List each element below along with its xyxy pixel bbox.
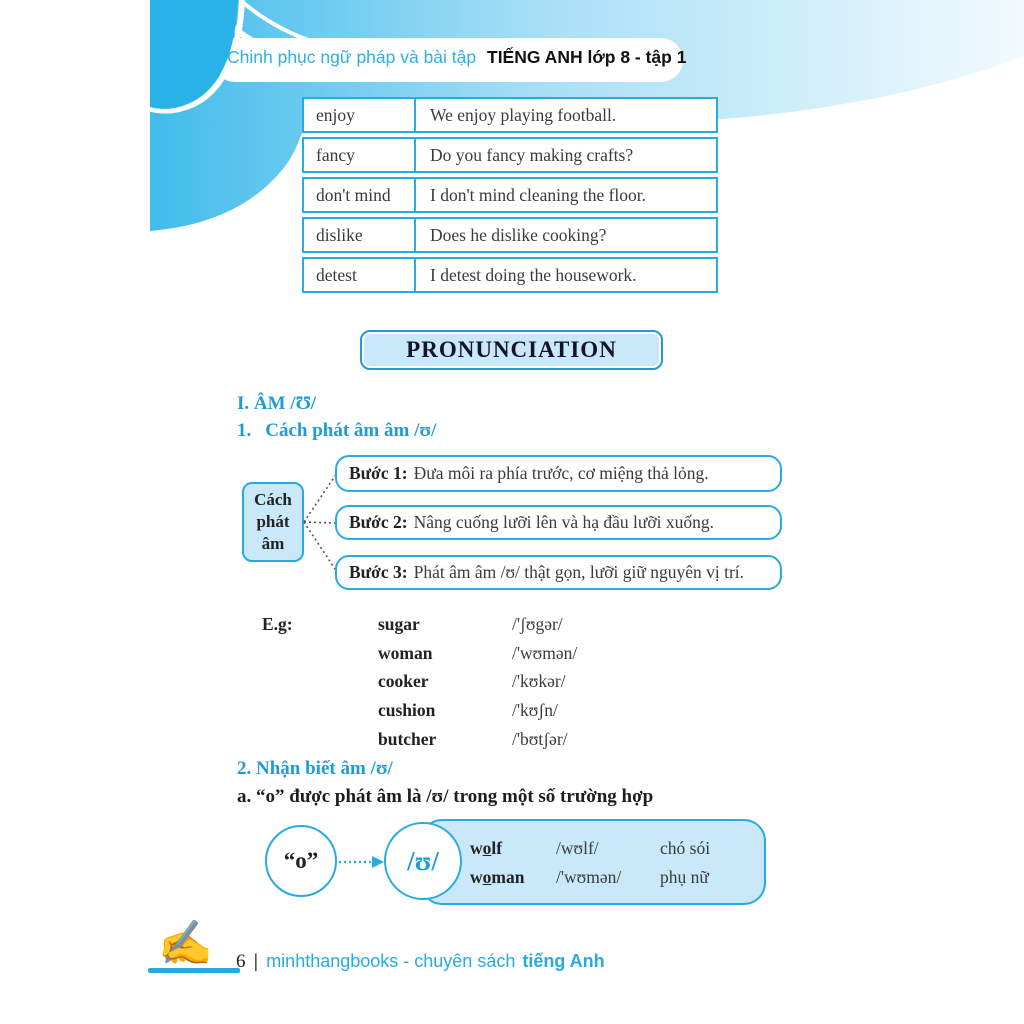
table-row [302, 177, 718, 213]
list-item [262, 639, 577, 668]
mapping-row [470, 834, 764, 863]
word-pre: w [470, 867, 483, 887]
step-text: Đưa môi ra phía trước, cơ miệng thả lỏng. [413, 463, 709, 483]
verb-cell: fancy [304, 139, 416, 171]
page-number: 6 [236, 951, 246, 972]
header-title [227, 47, 686, 68]
example-list [262, 610, 577, 754]
word-post: man [491, 867, 525, 887]
step-box-2 [335, 505, 782, 540]
examples-panel [420, 819, 766, 905]
example-ipa: /'ʃʊgər/ [512, 613, 563, 634]
rule-line: a. “o” được phát âm là /ʊ/ trong một số trường hợp [237, 786, 654, 807]
example-cell: I detest doing the housework. [430, 264, 637, 285]
method-box: Cách phát âm [242, 482, 304, 562]
verb-cell: don't mind [304, 179, 416, 211]
example-word: cushion [378, 700, 436, 721]
mapping-meaning: phụ nữ [660, 867, 709, 887]
example-word: cooker [378, 671, 429, 692]
step-text: Phát âm âm /ʊ/ thật gọn, lưỡi giữ nguyên vị trí. [413, 562, 745, 582]
word-underlined-letter: o [482, 838, 492, 858]
step-label: Bước 1: [349, 463, 408, 483]
table-row [302, 257, 718, 293]
mapping-circle-o: “o” [265, 825, 337, 897]
example-cell: Do you fancy making crafts? [430, 144, 634, 165]
step-box-3 [335, 555, 782, 590]
mapping-ipa: /'wʊmən/ [556, 867, 622, 887]
section-heading-nhan-biet: 2. Nhận biết âm /ʊ/ [237, 758, 393, 779]
example-ipa: /'wʊmən/ [512, 642, 578, 663]
verb-cell: dislike [304, 219, 416, 251]
word-post: lf [491, 838, 503, 858]
subsection-number: 1. [237, 420, 252, 441]
footer-separator: | [253, 951, 259, 971]
list-item [262, 696, 577, 725]
step-label: Bước 2: [349, 512, 408, 532]
table-row [302, 137, 718, 173]
step-box-1 [335, 455, 782, 492]
list-item [262, 725, 577, 754]
subsection-heading-cach-phat-am [237, 420, 436, 442]
example-cell: I don't mind cleaning the floor. [430, 184, 647, 205]
table-row [302, 97, 718, 133]
section-heading-am-u: I. ÂM /Ʊ/ [237, 393, 317, 414]
mapping-row [470, 863, 764, 892]
mapping-meaning: chó sói [660, 838, 711, 858]
brand-text: minhthangbooks - chuyên sách [266, 951, 516, 971]
footer [236, 951, 605, 973]
writing-hand-icon: ✍ [158, 919, 213, 968]
word-pre: w [470, 838, 483, 858]
example-ipa: /'bʊtʃər/ [512, 729, 568, 750]
mapping-circle-u: /ʊ/ [384, 822, 462, 900]
arrow-icon [339, 854, 385, 870]
example-ipa: /'kʊʃn/ [512, 700, 558, 721]
mapping-word [470, 867, 556, 888]
header-title-light: Chinh phục ngữ pháp và bài tập [227, 47, 477, 67]
verb-cell: detest [304, 259, 416, 291]
list-item [262, 668, 577, 697]
pronunciation-banner-label: PRONUNCIATION [406, 337, 617, 362]
step-label: Bước 3: [349, 562, 408, 582]
example-word: butcher [378, 729, 437, 750]
step-text: Nâng cuống lưỡi lên và hạ đầu lưỡi xuống. [413, 512, 714, 532]
table-row [302, 217, 718, 253]
connector-lines [300, 452, 340, 594]
list-item [262, 610, 577, 639]
example-cell: Does he dislike cooking? [430, 224, 607, 245]
pronunciation-banner [360, 330, 663, 370]
header-title-bold: TIẾNG ANH lớp 8 - tập 1 [487, 47, 687, 67]
brand-text-bold: tiếng Anh [522, 951, 605, 971]
example-word: sugar [378, 613, 420, 634]
example-ipa: /'kʊkər/ [512, 671, 566, 692]
example-word: woman [378, 642, 433, 663]
subsection-title: Cách phát âm âm /ʊ/ [265, 420, 437, 441]
footer-underline [148, 968, 240, 973]
example-cell: We enjoy playing football. [430, 104, 617, 125]
mapping-ipa: /wʊlf/ [556, 838, 599, 858]
mapping-word [470, 838, 556, 859]
word-underlined-letter: o [482, 867, 492, 887]
verb-table [302, 97, 718, 297]
eg-label: E.g: [262, 613, 293, 634]
verb-cell: enjoy [304, 99, 416, 131]
